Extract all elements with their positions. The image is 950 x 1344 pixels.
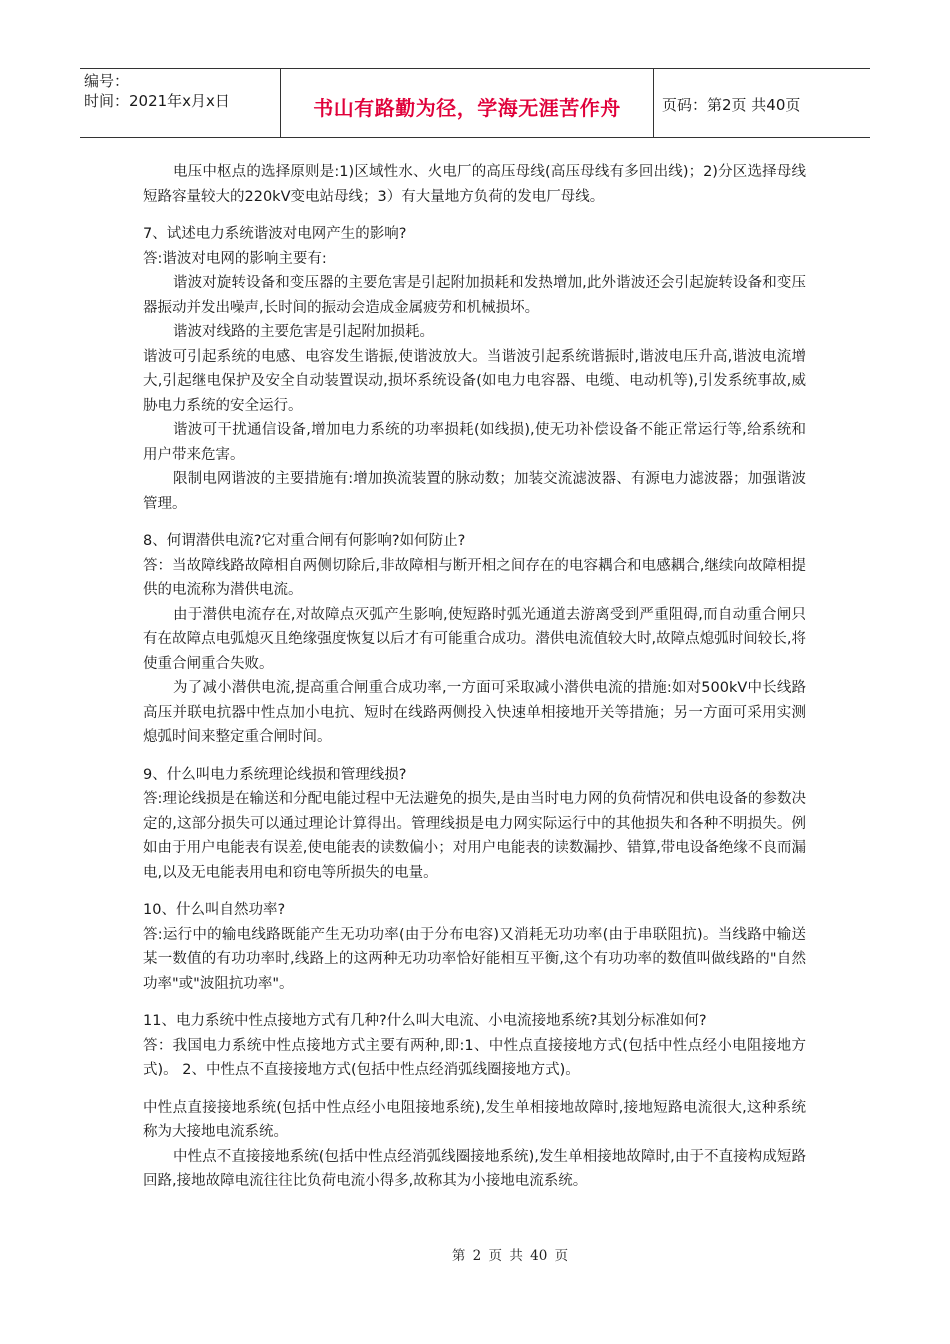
header-page-number: 页码：第2页 共40页 [662,95,801,114]
answer-paragraph: 答:谐波对电网的影响主要有: [143,250,327,267]
doc-number-label: 编号： [84,72,130,90]
question-heading: 7、试述电力系统谐波对电网产生的影响? [143,226,407,242]
paragraph: 中性点不直接接地系统(包括中性点经消弧线圈接地系统),发生单相接地故障时,由于不直接构成短路回路,接地故障电流往往比负荷电流小得多,故称其为小接地电流系统。 [143,1148,806,1189]
paragraph: 谐波可引起系统的电感、电容发生谐振,使谐波放大。当谐波引起系统谐振时,谐波电压升高,谐波电流增大,引起继电保护及安全自动装置误动,损坏系统设备(如电力电容器、电缆、电动机等),引发系统事故,威胁电力系统的安全运行。 [143,348,806,414]
paragraph: 谐波对旋转设备和变压器的主要危害是引起附加损耗和发热增加,此外谐波还会引起旋转设备和变压器振动并发出噪声,长时间的振动会造成金属疲劳和机械损坏。 [143,275,806,316]
paragraph: 限制电网谐波的主要措施有:增加换流装置的脉动数；加装交流滤波器、有源电力滤波器；加强谐波管理。 [143,471,806,512]
question-heading: 10、什么叫自然功率? [143,902,286,918]
header-meta [80,69,281,137]
page-header [80,68,870,138]
document-body [143,160,806,1194]
question-heading: 9、什么叫电力系统理论线损和管理线损? [143,766,407,783]
paragraph: 谐波可干扰通信设备,增加电力系统的功率损耗(如线损),使无功补偿设备不能正常运行等,给系统和用户带来危害。 [143,422,806,463]
question-heading: 8、何谓潜供电流?它对重合闸有何影响?如何防止? [143,533,466,549]
doc-date-label: 时间：2021年x月x日 [84,92,230,110]
paragraph: 电压中枢点的选择原则是:1)区域性水、火电厂的高压母线(高压母线有多回出线)；2)分区选择母线短路容量较大的220kV变电站母线；3）有大量地方负荷的发电厂母线。 [143,164,806,205]
answer-paragraph: 答:理论线损是在输送和分配电能过程中无法避免的损失,是由当时电力网的负荷情况和供电设备的参数决定的,这部分损失可以通过理论计算得出。管理线损是电力网实际运行中的其他损失和各种不明损失。例如由于用户电能表有误差,使电能表的读数偏小；对用户电能表的读数漏抄、错算,带电设备绝缘不良而漏电,以及无电能表用电和窃电等所损失的电量。 [143,791,806,881]
answer-paragraph: 答:运行中的输电线路既能产生无功功率(由于分布电容)又消耗无功功率(由于串联阻抗)。当线路中输送某一数值的有功功率时,线路上的这两种无功功率恰好能相互平衡,这个有功功率的数值叫做线路的"自然功率"或"波阻抗功率"。 [143,926,806,992]
page-footer: 第 2 页 共 40 页 [451,1248,569,1264]
paragraph: 为了减小潜供电流,提高重合闸重合成功率,一方面可采取减小潜供电流的措施:如对500kV中长线路高压并联电抗器中性点加小电抗、短时在线路两侧投入快速单相接地开关等措施；另一方面可采用实测熄弧时间来整定重合闸时间。 [143,680,806,745]
paragraph: 谐波对线路的主要危害是引起附加损耗。 [173,324,434,340]
header-motto: 书山有路勤为径，学海无涯苦作舟 [281,69,654,137]
paragraph: 中性点直接接地系统(包括中性点经小电阻接地系统),发生单相接地故障时,接地短路电流很大,这种系统称为大接地电流系统。 [143,1099,806,1140]
paragraph: 由于潜供电流存在,对故障点灭弧产生影响,使短路时弧光通道去游离受到严重阻碍,而自动重合闸只有在故障点电弧熄灭且绝缘强度恢复以后才有可能重合成功。潜供电流值较大时,故障点熄弧时间较长,将使重合闸重合失败。 [143,606,806,672]
answer-paragraph: 答：当故障线路故障相自两侧切除后,非故障相与断开相之间存在的电容耦合和电感耦合,继续向故障相提供的电流称为潜供电流。 [143,557,806,598]
answer-paragraph: 答：我国电力系统中性点接地方式主要有两种,即:1、中性点直接接地方式(包括中性点经小电阻接地方式)。 2、中性点不直接接地方式(包括中性点经消弧线圈接地方式)。 [143,1037,806,1078]
question-heading: 11、电力系统中性点接地方式有几种?什么叫大电流、小电流接地系统?其划分标准如何? [143,1013,707,1029]
